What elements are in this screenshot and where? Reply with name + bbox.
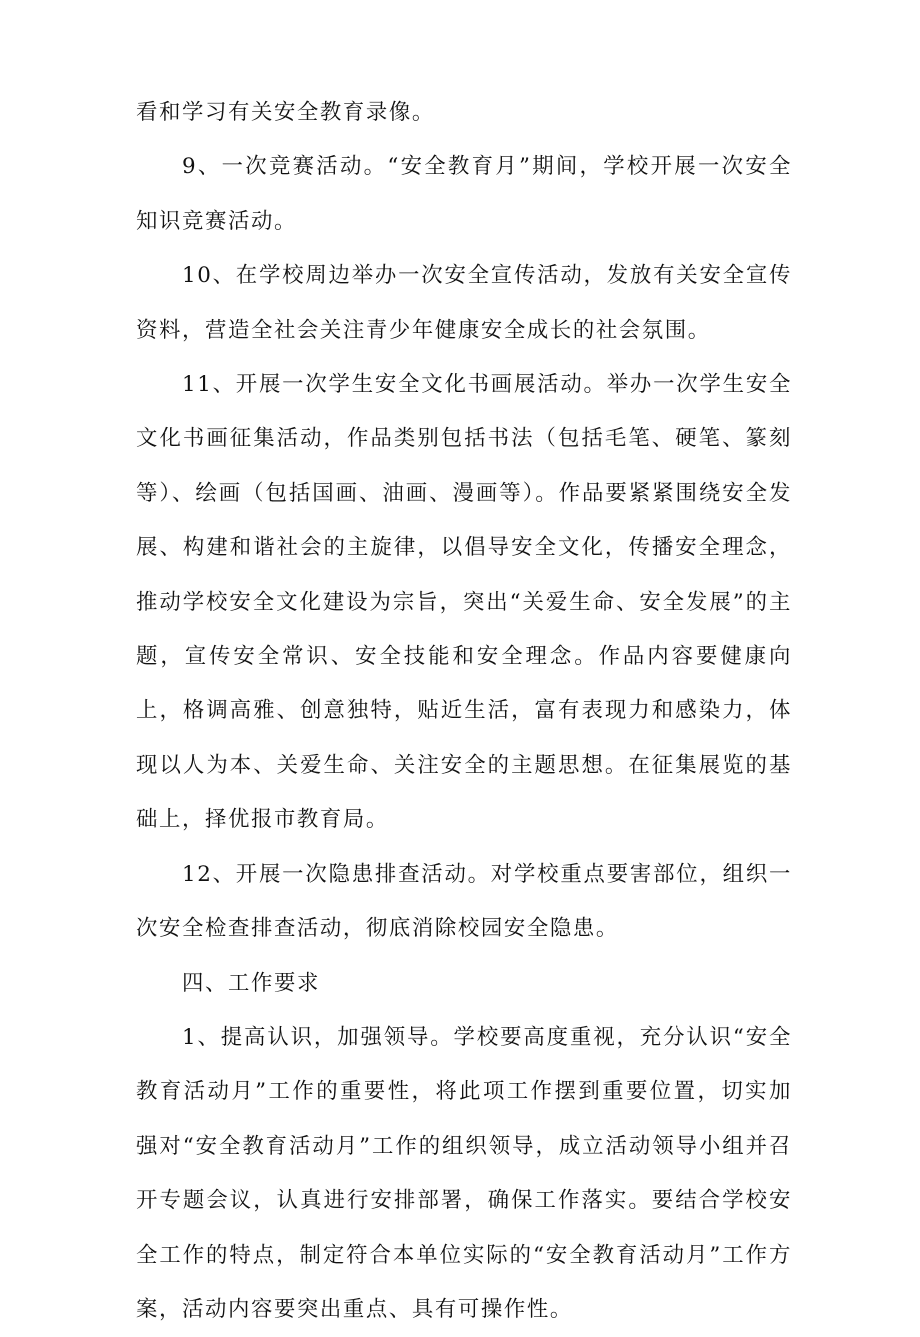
paragraph-item-11: 11、开展一次学生安全文化书画展活动。举办一次学生安全文化书画征集活动，作品类别包括书法（包括毛笔、硬笔、篆刻等）、绘画（包括国画、油画、漫画等）。作品要紧紧围绕安全发展、构建和谐社会的主旋律，以倡导安全文化，传播安全理念，推动学校安全文化建设为宗旨，突出“关爱生命、安全发展”的主题，宣传安全常识、安全技能和安全理念。作品内容要健康向上，格调高雅、创意独特，贴近生活，富有表现力和感染力，体现以人为本、关爱生命、关注安全的主题思想。在征集展览的基础上，择优报市教育局。: [136, 372, 792, 833]
paragraph-item-12: 12、开展一次隐患排查活动。对学校重点要害部位，组织一次安全检查排查活动，彻底消除校园安全隐患。: [136, 861, 792, 942]
document-body: [136, 86, 792, 1337]
paragraph-item-10: 10、在学校周边举办一次安全宣传活动，发放有关安全宣传资料，营造全社会关注青少年健康安全成长的社会氛围。: [136, 263, 792, 343]
paragraph-continuation: 看和学习有关安全教育录像。: [136, 100, 435, 125]
paragraph-item-9: 9、一次竞赛活动。“安全教育月”期间，学校开展一次安全知识竞赛活动。: [136, 154, 792, 234]
paragraph-requirement-1: 1、提高认识，加强领导。学校要高度重视，充分认识“安全教育活动月”工作的重要性，将此项工作摆到重要位置，切实加强对“安全教育活动月”工作的组织领导，成立活动领导小组并召开专题会议，认真进行安排部署，确保工作落实。要结合学校安全工作的特点，制定符合本单位实际的“安全教育活动月”工作方案，活动内容要突出重点、具有可操作性。: [136, 1024, 792, 1322]
section-heading-work-requirements: 四、工作要求: [182, 970, 320, 996]
